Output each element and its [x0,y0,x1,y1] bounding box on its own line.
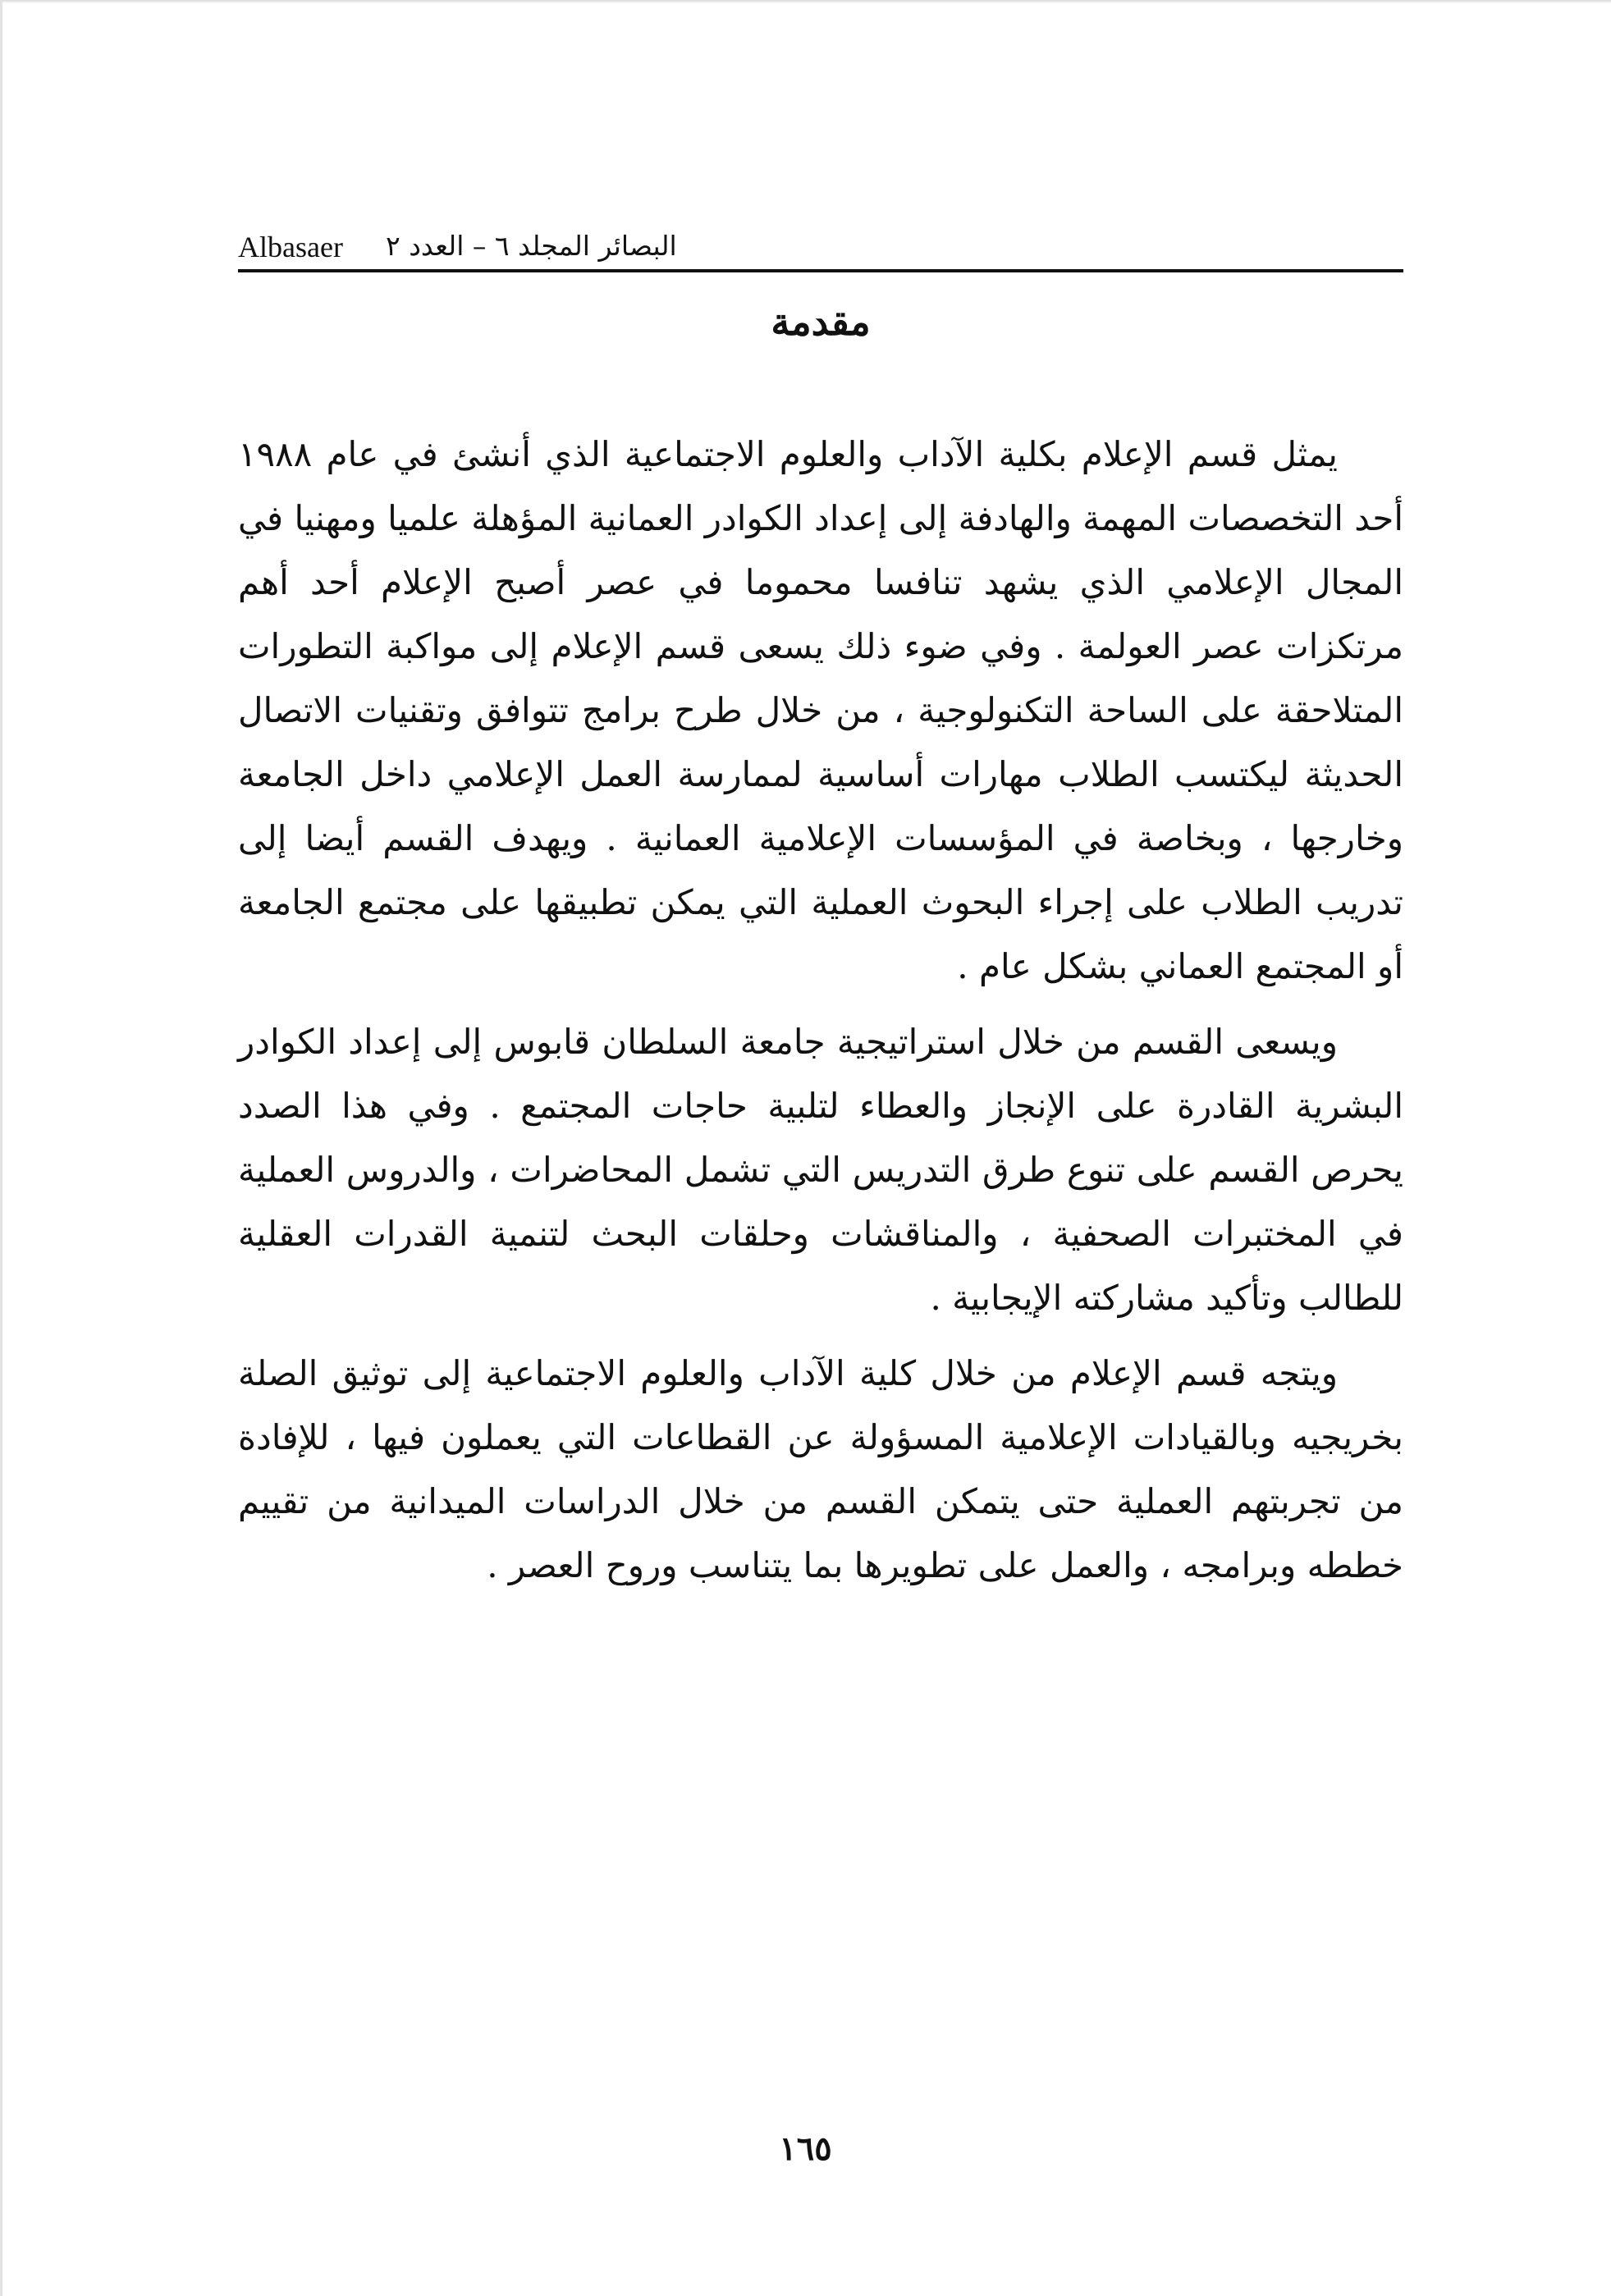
header-rule [238,269,1403,272]
journal-name-latin: Albasaer [238,231,343,263]
scan-edge-top [0,0,1611,3]
journal-name-arabic: البصائر المجلد ٦ – العدد ٢ [386,230,677,262]
section-title: مقدمة [771,300,871,344]
body-text [238,423,1403,1609]
running-header [238,223,1403,264]
page-number: ١٦٥ [779,2129,832,2168]
paragraph-2: ويسعى القسم من خلال استراتيجية جامعة السلطان قابوس إلى إعداد الكوادر البشرية القادرة على الإنجاز والعطاء لتلبية حاجات المجتمع . وفي هذا الصدد يحرص القسم على تنوع طرق التدريس التي تشمل المحاضرات ، والدروس العملية في المختبرات الصحفية ، والمناقشات وحلقات البحث لتنمية القدرات العقلية للطالب وتأكيد مشاركته الإيجابية . [238,1022,1403,1318]
scan-edge-left [0,0,2,2296]
paragraph-1: يمثل قسم الإعلام بكلية الآداب والعلوم الاجتماعية الذي أنشئ في عام ١٩٨٨ أحد التخصصات المهمة والهادفة إلى إعداد الكوادر العمانية المؤهلة علميا ومهنيا في المجال الإعلامي الذي يشهد تنافسا محموما في عصر أصبح الإعلام أحد أهم مرتكزات عصر العولمة . وفي ضوء ذلك يسعى قسم الإعلام إلى مواكبة التطورات المتلاحقة على الساحة التكنولوجية ، من خلال طرح برامج تتوافق وتقنيات الاتصال الحديثة ليكتسب الطلاب مهارات أساسية لممارسة العمل الإعلامي داخل الجامعة وخارجها ، وبخاصة في المؤسسات الإعلامية العمانية . ويهدف القسم أيضا إلى تدريب الطلاب على إجراء البحوث العملية التي يمكن تطبيقها على مجتمع الجامعة أو المجتمع العماني بشكل عام . [238,434,1403,986]
paragraph-3: ويتجه قسم الإعلام من خلال كلية الآداب والعلوم الاجتماعية إلى توثيق الصلة بخريجيه وبالقيادات الإعلامية المسؤولة عن القطاعات التي يعملون فيها ، للإفادة من تجربتهم العملية حتى يتمكن القسم من خلال الدراسات الميدانية من تقييم خططه وبرامجه ، والعمل على تطويرها بما يتناسب وروح العصر . [238,1353,1403,1585]
